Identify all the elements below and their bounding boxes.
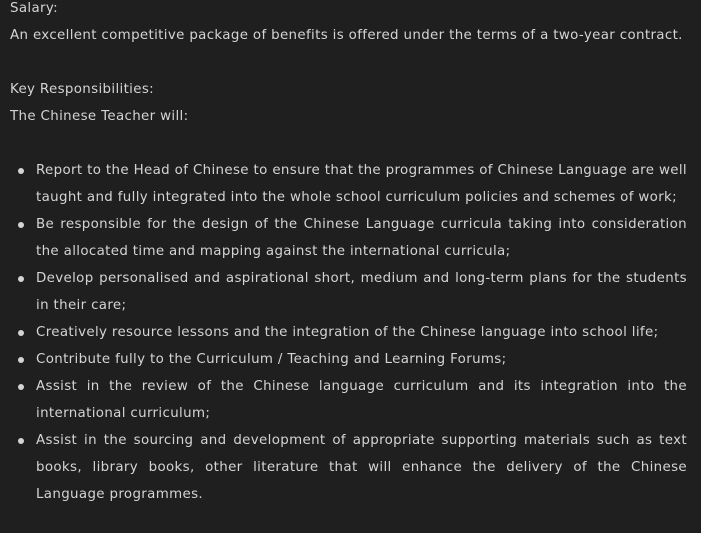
- responsibilities-heading: Key Responsibilities:: [10, 82, 155, 97]
- list-item: [10, 373, 687, 427]
- bullet-icon: [18, 276, 24, 282]
- bullet-icon: [18, 357, 24, 363]
- list-item: [10, 211, 687, 265]
- bullet-icon: [18, 384, 24, 390]
- bullet-icon: [18, 168, 24, 174]
- list-item-text: Contribute fully to the Curriculum / Teaching and Learning Forums;: [36, 352, 507, 367]
- list-item-text: Assist in the sourcing and development of appropriate supporting materials such as text books, library books, other literature that will enhance the delivery of the Chinese Language programmes.: [36, 433, 687, 502]
- list-item: [10, 157, 687, 211]
- list-item: [10, 346, 687, 373]
- bullet-icon: [18, 330, 24, 336]
- list-item-text: Assist in the review of the Chinese language curriculum and its integration into the international curriculum;: [36, 379, 687, 421]
- bullet-icon: [18, 222, 24, 228]
- responsibilities-list: [10, 157, 687, 508]
- list-item: [10, 319, 687, 346]
- list-item: [10, 265, 687, 319]
- spacer: [10, 130, 687, 157]
- spacer: [10, 49, 687, 76]
- list-item: [10, 427, 687, 508]
- salary-text: An excellent competitive package of benefits is offered under the terms of a two-year contract.: [10, 28, 683, 43]
- list-item-text: Be responsible for the design of the Chinese Language curricula taking into consideration the allocated time and mapping against the international curricula;: [36, 217, 687, 259]
- list-item-text: Report to the Head of Chinese to ensure that the programmes of Chinese Language are well taught and fully integrated into the whole school curriculum policies and schemes of work;: [36, 163, 687, 205]
- salary-heading: Salary:: [10, 1, 59, 16]
- responsibilities-intro: The Chinese Teacher will:: [10, 109, 189, 124]
- job-description: [10, 0, 687, 508]
- list-item-text: Develop personalised and aspirational short, medium and long-term plans for the students in their care;: [36, 271, 687, 313]
- bullet-icon: [18, 438, 24, 444]
- list-item-text: Creatively resource lessons and the integration of the Chinese language into school life;: [36, 325, 659, 340]
